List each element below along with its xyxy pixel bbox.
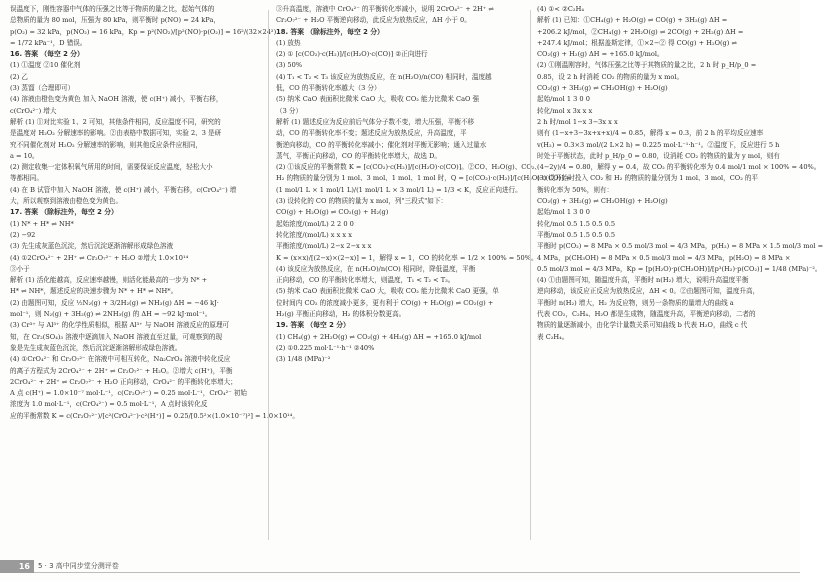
text-line: (2) 测定收集一定体积氧气所用的时间，需要保证反应温度，轻松大小	[10, 163, 213, 172]
text-line: (4−2y)/4 = 0.80，解得 y = 0.4，故 CO₂ 的平衡转化率为 0.4 mol/1 mol × 100% = 40%。	[537, 163, 821, 172]
text-line: (4) 在 B 试管中加入 NaOH 溶液，使 c(H⁺) 减小，平衡右移，c(CrO₄²⁻) 增	[10, 185, 237, 194]
text-line: 转化/mol 0.5 1.5 0.5 0.5	[537, 219, 616, 228]
text-line: 转化/mol x 3x x x	[537, 106, 593, 115]
text-line: 平衡浓度/(mol/L) 2−x 2−x x x	[276, 242, 372, 251]
text-line: (2) ①0.225 mol·L⁻¹·h⁻¹ ②40%	[276, 343, 375, 352]
text-line: H₂ 的物质的量分别为 1 mol、3 mol、1 mol、1 mol 时，Q = [c(CO₂)·c(H₂)]/[c(H₂O)·c(CO)] =	[276, 174, 572, 183]
text-line: a = 10。	[10, 151, 39, 160]
column-divider	[530, 10, 531, 540]
text-line: CO(g) + H₂O(g) ⇌ CO₂(g) + H₂(g)	[276, 208, 389, 217]
text-line: CO₂(g) + 3H₂(g) ⇌ CH₃OH(g) + H₂O(g)	[537, 197, 668, 206]
text-line: 大，所以观察到溶液由橙色变为黄色。	[10, 197, 123, 206]
text-line: H* ⇌ NH*，题述反应的决速步骤为 N* + H* ⇌ NH*。	[10, 287, 178, 296]
text-line: 转化浓度/(mol/L) x x x x	[276, 230, 352, 239]
text-line: 平衡/mol 0.5 1.5 0.5 0.5	[537, 230, 616, 239]
text-line: (4) T₁ < T₂ < T₃ 该反应为放热反应，在 n(H₂O)/n(CO) 相同时，温度越	[276, 72, 492, 81]
text-line: 18. 答案 （除标注外，每空 2 分）	[276, 27, 384, 36]
text-line: (3) 1/48 (MPa)⁻²	[276, 355, 331, 364]
text-line: 衡转化率为 50%，则有：	[537, 185, 614, 194]
text-line: 衡逆向移动，CO 的平衡转化率减小；催化剂对平衡无影响；通入过量水	[276, 140, 487, 149]
text-line: 应的平衡常数 K = c(Cr₂O₇²⁻)/[c²(CrO₄²⁻)·c²(H⁺)] = 0.25/[0.5²×(1.0×10⁻⁷)²] = 1.0×10¹⁴。	[10, 411, 299, 420]
text-line: (3) 蒸馏（合理即可）	[10, 84, 75, 93]
text-line: 蒸气，平衡正向移动，CO 的平衡转化率增大，故选 D。	[276, 151, 441, 160]
text-line: 的离子方程式为 2CrO₄²⁻ + 2H⁺ ⇌ Cr₂O₇²⁻ + H₂O。②增大 c(H⁺)，平衡	[10, 366, 233, 375]
text-line: +247.4 kJ/mol；根据盖斯定律，①×2−② 得 CO(g) + H₂O(g) ⇌	[537, 38, 737, 47]
text-line: 19. 答案 （每空 2 分）	[276, 321, 350, 330]
text-line: K = (x×x)/[(2−x)×(2−x)] = 1，解得 x = 1，CO 的转化率 = 1/2 × 100% = 50%。	[276, 253, 538, 262]
text-line: 等都相同。	[10, 174, 43, 183]
text-line: 0.85，设 2 h 时消耗 CO₂ 的物质的量为 x mol。	[537, 72, 684, 81]
text-line: (5) 纳米 CaO 表面积比微米 CaO 大，吸收 CO₂ 能力比微米 CaO 强	[276, 95, 480, 104]
text-line: ③小于	[10, 264, 30, 273]
text-line: CO₂(g) + 3H₂(g) ⇌ CH₃OH(g) + H₂O(g)	[537, 84, 668, 93]
text-line: 解析 (1) 题述反应为反应前后气体分子数不变，增大压强，平衡不移	[276, 117, 475, 126]
text-line: (1) CH₄(g) + 2H₂O(g) ⇌ CO₂(g) + 4H₂(g) ΔH = +165.0 kJ/mol	[276, 332, 482, 341]
text-line: (2) −92	[10, 230, 36, 239]
text-line: (4) 该反应为放热反应，在 n(H₂O)/n(CO) 相同时，降低温度，平衡	[276, 264, 476, 273]
text-line: (3) 先生成灰蓝色沉淀，然后沉淀逐渐溶解形成绿色溶液	[10, 242, 174, 251]
text-line: 动，CO 的平衡转化率不变；题述反应为放热反应，升高温度，平	[276, 129, 467, 138]
text-line: 是温度对 H₂O₂ 分解速率的影响。②由表格中数据可知，实验 2、3 是研	[10, 129, 222, 138]
text-line: 解析 (1) ①对比实验 1、2 可知，其他条件相同，反应温度不同，研究的	[10, 117, 221, 126]
text-line: (4) ①2CrO₄²⁻ + 2H⁺ ⇌ Cr₂O₇²⁻ + H₂O ②增大 1.0×10¹⁴	[10, 253, 189, 262]
text-line: 逆向移动，该反应正反应为放热反应，ΔH < 0。②由题图可知，温度升高，	[537, 287, 760, 296]
text-line: 4 MPa，p(CH₃OH) = 8 MPa × 0.5 mol/3 mol = 4/3 MPa，p(H₂O) = 8 MPa ×	[537, 253, 791, 262]
text-line: (5) 纳米 CaO 表面积比微米 CaO 大，吸收 CO₂ 能力比微米 CaO 更强，单	[276, 287, 499, 296]
text-line: 知，在 Cr₂(SO₄)₃ 溶液中逐滴加入 NaOH 溶液直至过量，可观察到的现	[10, 332, 223, 341]
text-line: (4) ①< ②C₂H₄	[537, 5, 584, 13]
text-line: 总物质的量为 80 mol，压强为 80 kPa，则平衡时 p(NO) = 24 kPa，	[10, 16, 220, 25]
text-line: v(H₂) = 0.3×3 mol/(2 L×2 h) = 0.225 mol·L⁻¹·h⁻¹。②温度下，反应进行 5 h	[537, 140, 780, 149]
text-line: 解析 (1) 活化能越高，反应速率越慢，则活化能最高的一步为 N* +	[10, 276, 208, 285]
text-line: (3) Cr³⁺ 与 Al³⁺ 的化学性质相似，根据 Al³⁺ 与 NaOH 溶液反应的原理可	[10, 321, 230, 330]
text-line: 起始浓度/(mol/L) 2 2 0 0	[276, 219, 354, 228]
text-line: (4) 溶液由橙色变为黄色 加入 NaOH 溶液，使 c(H⁺) 减小，平衡右移，	[10, 95, 223, 104]
text-line: (3) 设开始时投入 CO₂ 和 H₂ 的物质的量分别为 1 mol、3 mol，CO₂ 的平	[537, 174, 759, 183]
footer-rule	[34, 572, 800, 573]
text-line: (2) ①刚温刚容时，气体压强之比等于其物质的量之比，2 h 时 p_H/p_0 =	[537, 61, 757, 70]
text-line: mol⁻¹，则 N₂(g) + 3H₂(g) ⇌ 2NH₃(g) 的 ΔH = −92 kJ·mol⁻¹。	[10, 310, 212, 319]
text-line: 2CrO₄²⁻ + 2H⁺ ⇌ Cr₂O₇²⁻ + H₂O 正向移动，CrO₄²⁻ 的平衡转化率增大；	[10, 377, 237, 386]
text-line: = 1/72 kPa⁻¹，D 错误。	[10, 38, 87, 47]
text-line: 起始/mol 1 3 0 0	[537, 95, 590, 104]
text-line: 0.5 mol/3 mol = 4/3 MPa，Kp = [p(H₂O)·p(CH₃OH)]/[p³(H₂)·p(CO₂)] = 1/48 (MPa)⁻²。	[537, 264, 822, 273]
text-line: (4) ①CrO₄²⁻ 和 Cr₂O₇²⁻ 在溶液中可相互转化，Na₂CrO₄ 溶液中转化反应	[10, 355, 231, 364]
text-line: (2) ①该反应的平衡常数 K = [c(CO₂)·c(H₂)]/[c(H₂O)·c(CO)]。②CO、H₂O(g)、CO₂、	[276, 163, 541, 172]
text-line: 时处于平衡状态，此时 p_H/p_0 = 0.80，设消耗 CO₂ 的物质的量为 y mol，则有	[537, 151, 780, 160]
text-line: 象是先生成灰蓝色沉淀，然后沉淀逐渐溶解形成绿色溶液。	[10, 343, 182, 352]
text-line: (1) N* + H* ⇌ NH*	[10, 219, 74, 228]
text-line: (2) 乙	[10, 72, 29, 81]
text-line: 代表 CO₂，C₂H₄、H₂O 都是生成物，随温度升高，平衡逆向移动，二者的	[537, 310, 756, 319]
text-line: 16. 答案 （每空 2 分）	[10, 50, 84, 59]
text-line: (1) ①温度 ②10 催化剂	[10, 61, 81, 70]
column-divider	[268, 10, 269, 540]
text-line: c(CrO₄²⁻) 增大	[10, 106, 57, 115]
text-line: ③升高温度，溶液中 CrO₄²⁻ 的平衡转化率减小，说明 2CrO₄²⁻ + 2H⁺ ⇌	[276, 5, 494, 13]
text-line: 正向移动，CO 的平衡转化率增大，则温度，T₁ < T₂ < T₃。	[276, 276, 455, 285]
text-line: 解析 (1) 已知：①CH₄(g) + H₂O(g) ⇌ CO(g) + 3H₂(g) ΔH =	[537, 16, 728, 25]
page-footer	[0, 553, 800, 581]
text-line: 则有 (1−x+3−3x+x+x)/4 = 0.85，解得 x = 0.3，前 2 h 的平均反应速率	[537, 129, 764, 138]
text-line: 位时间内 CO₂ 的浓度减小更多，更有利于 CO(g) + H₂O(g) ⇌ CO₂(g) +	[276, 298, 494, 307]
text-line: 平衡时 p(CO₂) = 8 MPa × 0.5 mol/3 mol = 4/3 MPa，p(H₂) = 8 MPa × 1.5 mol/3 mol =	[537, 242, 823, 251]
text-line: 表 C₂H₄。	[537, 332, 569, 341]
text-line: (4) ①由题图可知，随温度升高，平衡时 n(H₂) 增大，说明升高温度平衡	[537, 276, 749, 285]
page-number: 16	[0, 560, 34, 573]
text-line: 平衡时 n(H₂) 增大，H₂ 为反应物，则另一条物质的量增大的曲线 a	[537, 298, 734, 307]
text-line: 低，CO 的平衡转化率越大（3 分）	[276, 84, 381, 93]
text-line: A 点 c(H⁺) = 1.0×10⁻⁷ mol·L⁻¹，c(Cr₂O₇²⁻) = 0.25 mol·L⁻¹，CrO₄²⁻ 初始	[10, 389, 247, 398]
text-line: 误温度下，刚性容器中气体的压强之比等于物质的量之比，起始气体的	[10, 5, 215, 13]
text-line: H₂(g) 平衡正向移动，H₂ 的体积分数更高。	[276, 310, 406, 319]
text-line: (2) ① [c(CO₂)·c(H₂)]/[c(H₂O)·c(CO)] ②正向进行	[276, 50, 428, 59]
text-line: p(O₂) = 32 kPa，p(NO₂) = 16 kPa，Kp = p²(NO₂)/[p²(NO)·p(O₂)] = 16²/(32×24²)	[10, 27, 277, 36]
text-line: (1 mol/1 L × 1 mol/1 L)/(1 mol/1 L × 3 mol/1 L) = 1/3 < K，反应正向进行。	[276, 185, 522, 194]
text-line: (2) 由题图可知，反应 ½N₂(g) + 3/2H₂(g) ⇌ NH₃(g) ΔH = −46 kJ·	[10, 298, 219, 307]
text-line: 浓度为 1.0 mol·L⁻¹，c(CrO₄²⁻) = 0.5 mol·L⁻¹，A 点时该转化反	[10, 400, 208, 409]
text-line: 17. 答案 （除标注外，每空 2 分）	[10, 208, 118, 217]
text-line: (3) 50%	[276, 61, 303, 70]
text-line: （3 分）	[276, 106, 303, 115]
book-title: 5 · 3 高中同步堂分测评卷	[38, 562, 119, 570]
text-line: (1) 放热	[276, 38, 301, 47]
text-line: 2 h 时/mol 1−x 3−3x x x	[537, 117, 618, 126]
text-line: 究不同催化剂对 H₂O₂ 分解速率的影响，则其他反应条件应相同，	[10, 140, 203, 149]
text-column-right	[537, 4, 823, 550]
text-line: 起始/mol 1 3 0 0	[537, 208, 590, 217]
text-line: +206.2 kJ/mol，②CH₄(g) + 2H₂O(g) ⇌ 2CO(g) + 2H₂(g) ΔH =	[537, 27, 744, 36]
text-line: (3) 设转化的 CO 的物质的量为 x mol，列"三段式"如下：	[276, 197, 448, 206]
text-line: Cr₂O₇²⁻ + H₂O 平衡逆向移动，此反应为放热反应，ΔH 小于 0。	[276, 16, 471, 25]
text-line: CO₂(g) + H₂(g) ΔH = +165.0 kJ/mol。	[537, 50, 664, 59]
text-line: 物质的量逐渐减小，由化学计量数关系可知曲线 b 代表 H₂O，曲线 c 代	[537, 321, 748, 330]
